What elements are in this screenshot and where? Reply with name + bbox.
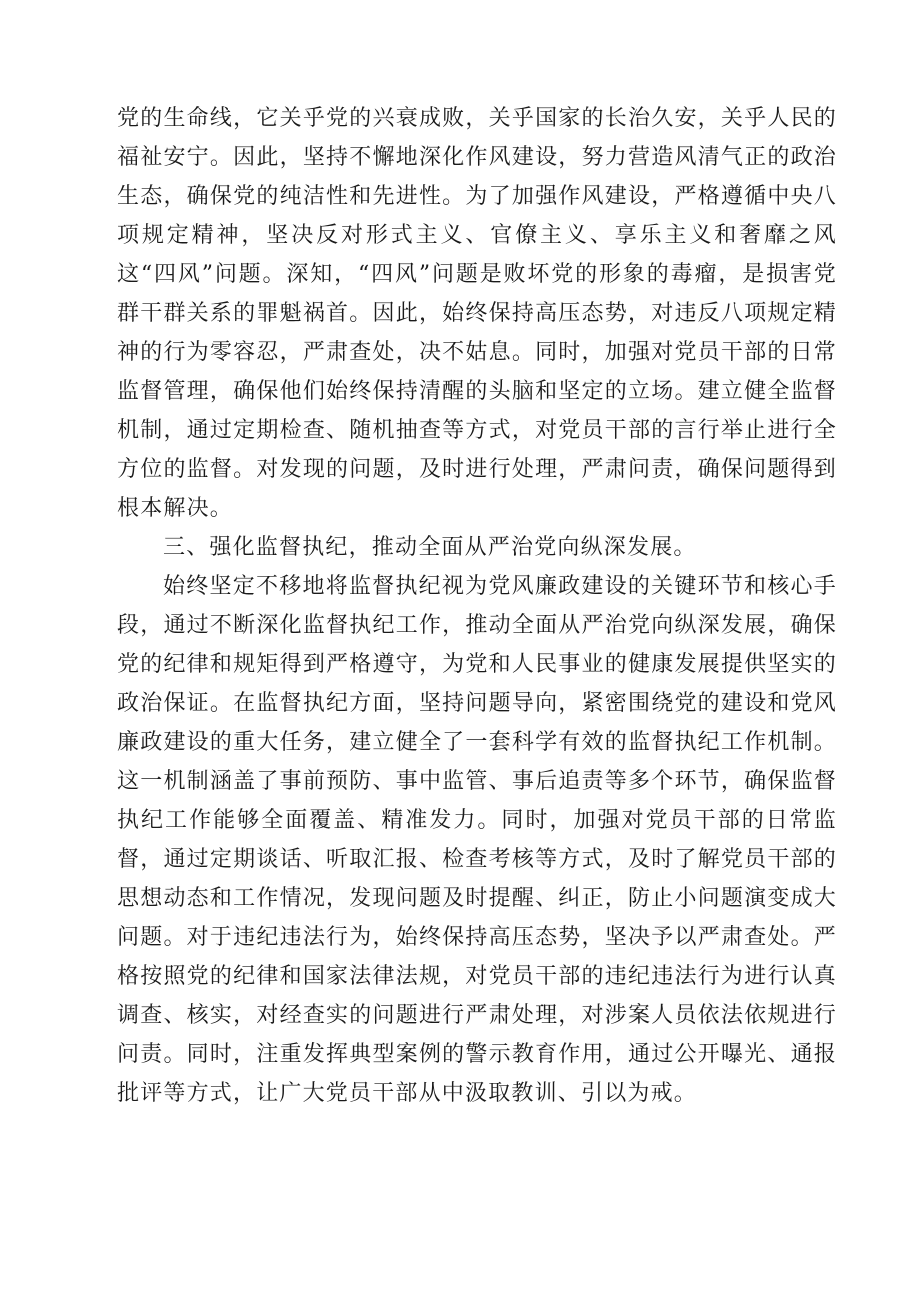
body-paragraph-2: 始终坚定不移地将监督执纪视为党风廉政建设的关键环节和核心手段，通过不断深化监督执纪工作，推动全面从严治党向纵深发展，确保党的纪律和规矩得到严格遵守，为党和人民事业的健康发展提供坚实的政治保证。在监督执纪方面，坚持问题导向，紧密围绕党的建设和党风廉政建设的重大任务，建立健全了一套科学有效的监督执纪工作机制。这一机制涵盖了事前预防、事中监管、事后追责等多个环节，确保监督执纪工作能够全面覆盖、精准发力。同时，加强对党员干部的日常监督，通过定期谈话、听取汇报、检查考核等方式，及时了解党员干部的思想动态和工作情况，发现问题及时提醒、纠正，防止小问题演变成大问题。对于违纪违法行为，始终保持高压态势，坚决予以严肃查处。严格按照党的纪律和国家法律法规，对党员干部的违纪违法行为进行认真调查、核实，对经查实的问题进行严肃处理，对涉案人员依法依规进行问责。同时，注重发挥典型案例的警示教育作用，通过公开曝光、通报批评等方式，让广大党员干部从中汲取教训、引以为戒。 (117, 574, 837, 1106)
section-heading-3: 三、强化监督执纪，推动全面从严治党向纵深发展。 (163, 535, 697, 560)
document-body (117, 99, 837, 1113)
body-paragraph-1: 党的生命线，它关乎党的兴衰成败，关乎国家的长治久安，关乎人民的福祉安宁。因此，坚持不懈地深化作风建设，努力营造风清气正的政治生态，确保党的纯洁性和先进性。为了加强作风建设，严格遵循中央八项规定精神，坚决反对形式主义、官僚主义、享乐主义和奢靡之风这“四风”问题。深知，“四风”问题是败坏党的形象的毒瘤，是损害党群干群关系的罪魁祸首。因此，始终保持高压态势，对违反八项规定精神的行为零容忍，严肃查处，决不姑息。同时，加强对党员干部的日常监督管理，确保他们始终保持清醒的头脑和坚定的立场。建立健全监督机制，通过定期检查、随机抽查等方式，对党员干部的言行举止进行全方位的监督。对发现的问题，及时进行处理，严肃问责，确保问题得到根本解决。 (117, 106, 837, 521)
